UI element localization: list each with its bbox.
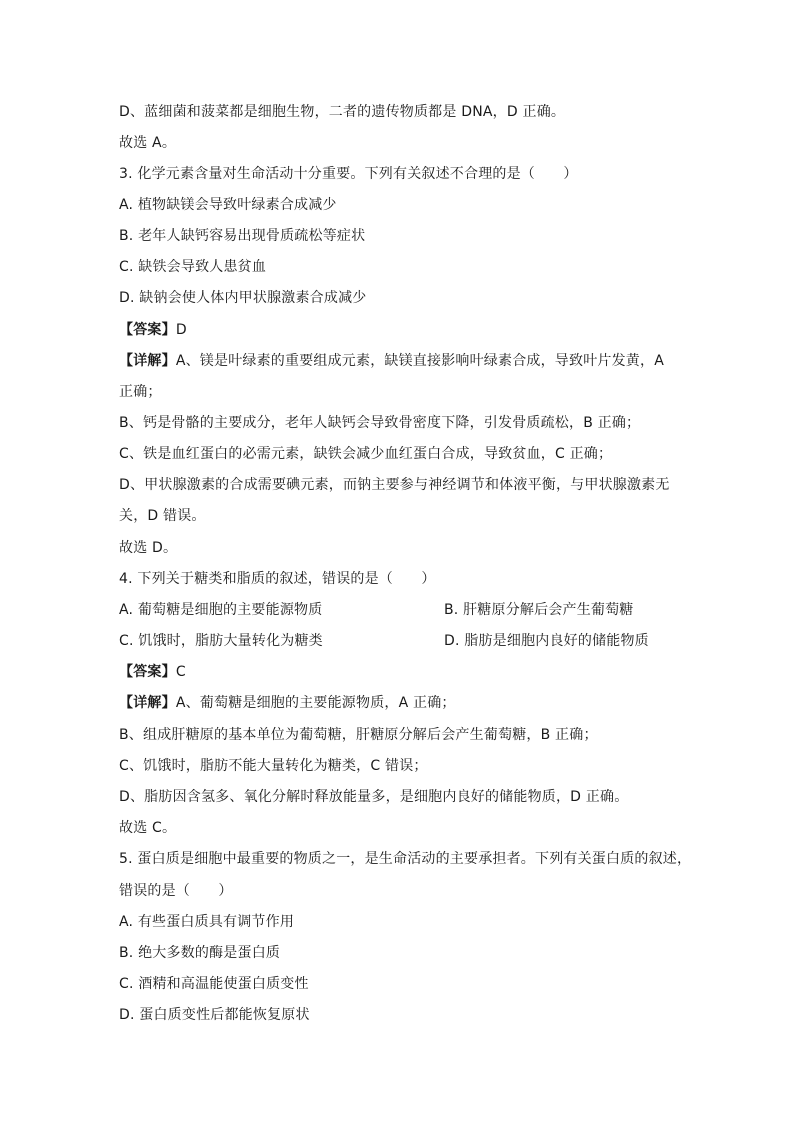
question-5-option-b: B. 绝大多数的酶是蛋白质 [119,945,281,961]
detail-text: A、镁是叶绿素的重要组成元素，缺镁直接影响叶绿素合成，导致叶片发黄，A [175,353,664,369]
question-5-option-a: A. 有些蛋白质具有调节作用 [119,914,295,930]
question-3-detail-line: 关，D 错误。 [119,508,206,524]
detail-tag: 【详解】 [119,353,176,369]
detail-tag: 【详解】 [119,695,176,711]
question-4-option-b: B. 肝糖原分解后会产生葡萄糖 [444,602,634,618]
answer-value: C [175,664,186,680]
question-4-choice: 故选 C。 [119,820,177,836]
question-5-stem-continued: 错误的是（ ） [119,883,233,899]
question-3-detail-line: 正确； [119,384,162,400]
question-4-option-c: C. 饥饿时，脂肪大量转化为糖类 [119,633,323,649]
question-4-detail-line: C、饥饿时，脂肪不能大量转化为糖类，C 错误； [119,758,428,774]
question-3-detail-line: B、钙是骨骼的主要成分，老年人缺钙会导致骨密度下降，引发骨质疏松，B 正确； [119,415,641,431]
question-3-detail [119,351,664,371]
question-4-stem: 4. 下列关于糖类和脂质的叙述，错误的是（ ） [119,571,436,587]
question-3-stem: 3. 化学元素含量对生命活动十分重要。下列有关叙述不合理的是（ ） [119,166,578,182]
answer-tag: 【答案】 [119,664,176,680]
question-5-option-d: D. 蛋白质变性后都能恢复原状 [119,1007,310,1023]
answer-value: D [175,322,187,338]
question-5-stem: 5. 蛋白质是细胞中最重要的物质之一，是生命活动的主要承担者。下列有关蛋白质的叙述， [119,851,692,867]
question-3-option-b: B. 老年人缺钙容易出现骨质疏松等症状 [119,228,366,244]
question-3-option-a: A. 植物缺镁会导致叶绿素合成减少 [119,197,337,213]
question-3-option-d: D. 缺钠会使人体内甲状腺激素合成减少 [119,290,367,306]
question-3-detail-line: C、铁是血红蛋白的必需元素，缺铁会减少血红蛋白合成，导致贫血，C 正确； [119,446,613,462]
answer-tag: 【答案】 [119,322,176,338]
question-4-option-d: D. 脂肪是细胞内良好的储能物质 [444,633,649,649]
question-5-option-c: C. 酒精和高温能使蛋白质变性 [119,976,309,992]
question-3-detail-line: D、甲状腺激素的合成需要碘元素，而钠主要参与神经调节和体液平衡，与甲状腺激素无 [119,477,670,493]
question-3-option-c: C. 缺铁会导致人患贫血 [119,259,267,275]
question-4-option-a: A. 葡萄糖是细胞的主要能源物质 [119,602,323,618]
detail-text: A、葡萄糖是细胞的主要能源物质，A 正确； [175,695,456,711]
question-4-answer [119,662,186,682]
question-3-choice: 故选 D。 [119,540,178,556]
answer-choice-line: 故选 A。 [119,135,177,151]
question-4-detail [119,693,456,713]
question-4-detail-line: D、脂肪因含氢多、氧化分解时释放能量多，是细胞内良好的储能物质，D 正确。 [119,789,629,805]
answer-detail-line: D、蓝细菌和菠菜都是细胞生物，二者的遗传物质都是 DNA，D 正确。 [119,104,566,120]
question-4-detail-line: B、组成肝糖原的基本单位为葡萄糖，肝糖原分解后会产生葡萄糖，B 正确； [119,727,598,743]
question-3-answer [119,320,187,340]
